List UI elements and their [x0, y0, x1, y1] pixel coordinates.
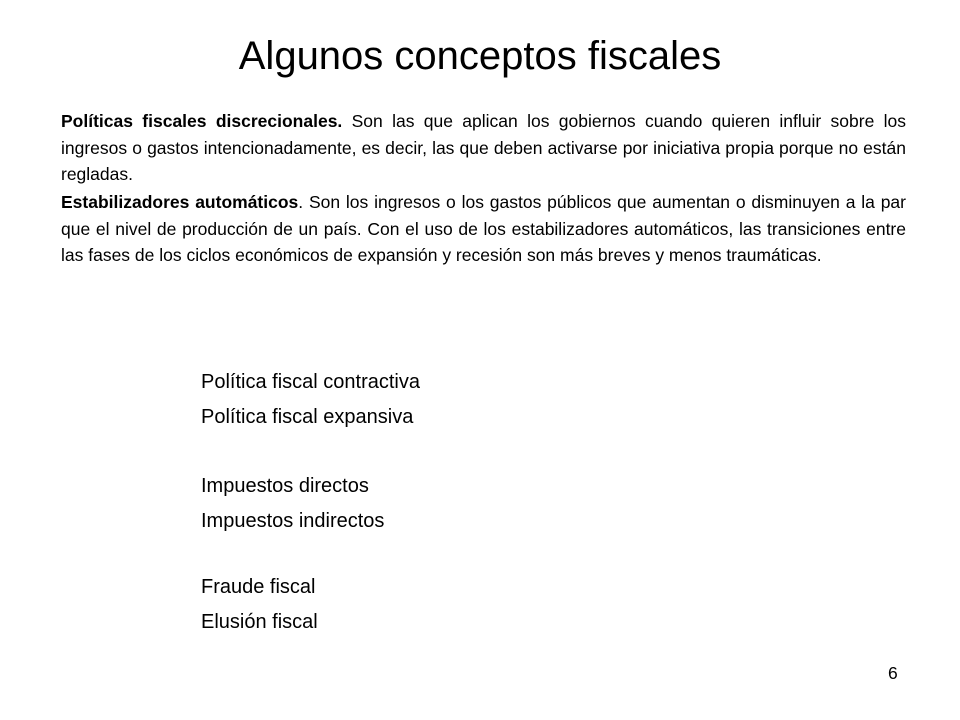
concept-direct-taxes: Impuestos directos	[201, 475, 369, 497]
concept-contractive-fiscal-policy: Política fiscal contractiva	[201, 371, 420, 393]
concept-tax-avoidance: Elusión fiscal	[201, 611, 318, 633]
paragraph-discretionary-policies	[61, 108, 906, 188]
concept-expansive-fiscal-policy: Política fiscal expansiva	[201, 406, 414, 428]
paragraph-text: . Son los ingresos o los gastos públicos que aumentan o disminuyen a la par que el nivel de producción de un país. Con el uso de los estabilizadores automáticos, las transiciones entre las fases de los ciclos económicos de expansión y recesión son más breves y menos traumáticas.	[61, 192, 906, 265]
paragraph-term: Políticas fiscales discrecionales.	[61, 111, 343, 131]
concept-indirect-taxes: Impuestos indirectos	[201, 510, 385, 532]
page-number: 6	[888, 663, 898, 683]
paragraph-text: Son las que aplican los gobiernos cuando quieren influir sobre los ingresos o gastos intencionadamente, es decir, las que deben activarse por iniciativa propia porque no están regladas.	[61, 111, 906, 184]
paragraph-automatic-stabilizers	[61, 189, 906, 269]
concept-tax-fraud: Fraude fiscal	[201, 576, 316, 598]
paragraph-term: Estabilizadores automáticos	[61, 192, 299, 212]
slide-title: Algunos conceptos fiscales	[238, 34, 722, 78]
